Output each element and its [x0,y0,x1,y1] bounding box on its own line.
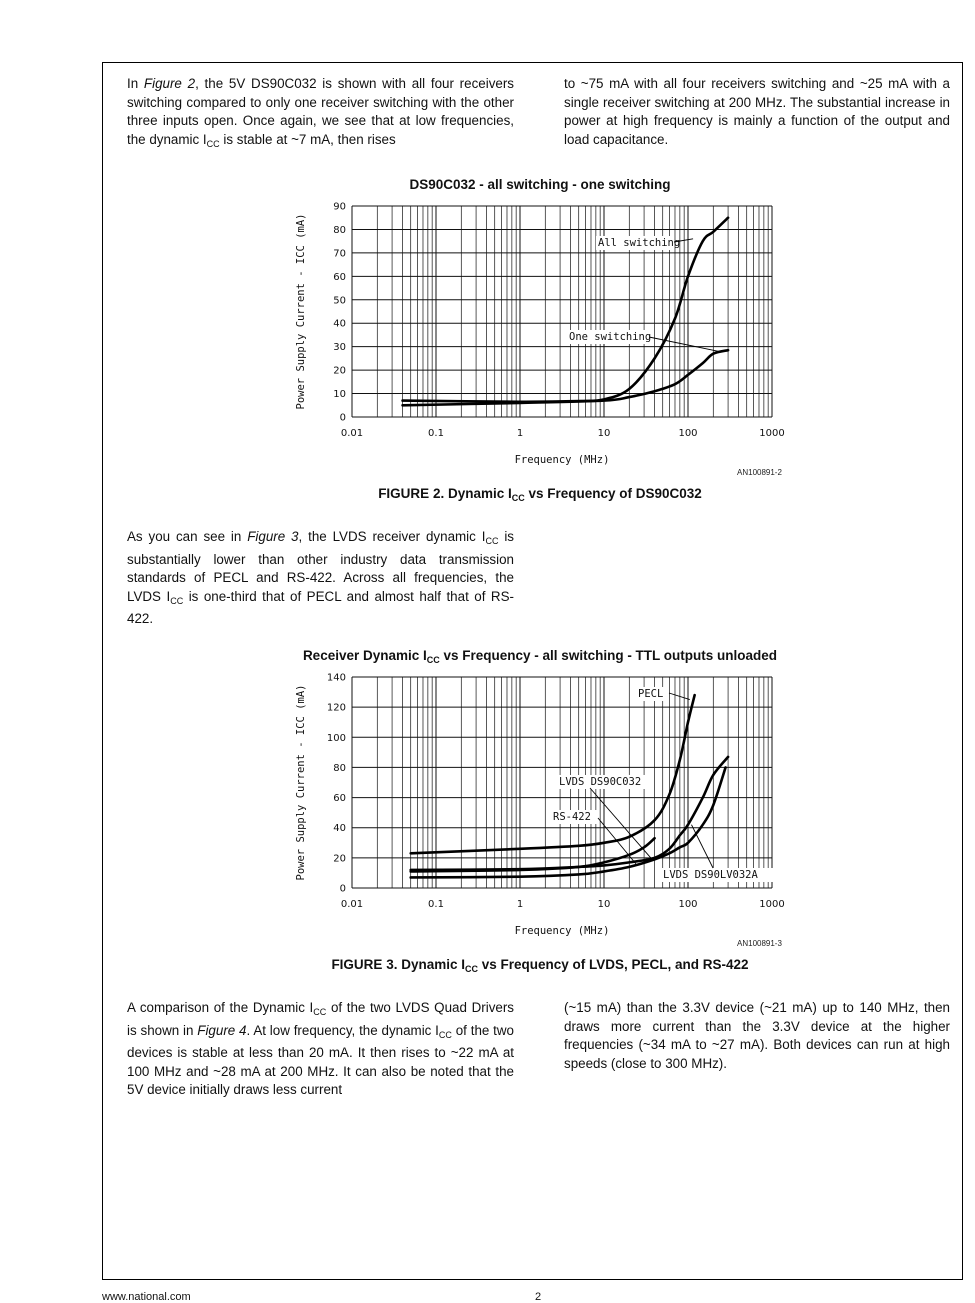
figure2-an-code: AN100891-2 [737,468,782,477]
x-tick-label: 0.1 [428,428,444,439]
y-tick-label: 20 [333,853,346,865]
y-tick-label: 50 [333,295,346,307]
y-tick-label: 10 [333,389,346,401]
y-tick-label: 20 [333,365,346,377]
paragraph-2: As you can see in Figure 3, the LVDS receiver dynamic $I_{CC}$ is substantially lower than other industry data transmission standards of PECL and RS-422. Across all frequencies, the LVDS $I_{CC}$ is one-third that of PECL and almost half that of RS-422. [127,529,515,626]
y-tick-label: 40 [333,823,346,835]
y-tick-label: 60 [333,793,346,805]
footer-page-number: 2 [535,1291,542,1303]
series-line-one-switching [403,350,729,405]
y-tick-label: 0 [339,412,346,424]
figure3-caption: FIGURE 3. Dynamic $I_{CC}$ vs Frequency of LVDS, PECL, and RS-422 [331,957,749,974]
x-tick-label: 100 [678,428,698,439]
figure-ref: Figure 4 [197,1022,247,1038]
callout-label: One switching [569,331,652,343]
paragraph-3-col1: A comparison of the Dynamic $I_{CC}$ of the two LVDS Quad Drivers is shown in Figure 4. At low frequency, the dynamic $I_{CC}$ of the two devices is stable at less than 20 mA. It then rises to ~22 mA at 100 MHz and ~28 mA at 200 MHz. It can also be noted that the 5V device initially draws less current [127,1000,514,1097]
y-tick-label: 80 [333,224,346,236]
figure2-title: DS90C032 - all switching - one switching [409,177,671,192]
callout-label: LVDS DS90LV032A [663,869,758,881]
x-axis-label: Frequency (MHz) [514,925,610,937]
series-line-pecl [411,695,695,853]
figure2-chart [280,196,800,470]
callout-leader [691,825,713,868]
y-tick-label: 120 [326,702,346,714]
figure-ref: Figure 3 [247,529,299,544]
x-tick-label: 1 [516,899,524,910]
callout-label: LVDS DS90C032 [559,776,642,788]
figure3-title: Receiver Dynamic $I_{CC}$ vs Frequency - all switching - TTL outputs unloaded [302,648,778,665]
y-tick-label: 90 [333,201,346,213]
figure2-caption: FIGURE 2. Dynamic $I_{CC}$ vs Frequency of DS90C032 [378,486,702,503]
y-axis-label: Power Supply Current - ICC (mA) [295,213,307,410]
x-tick-label: 10 [597,899,611,910]
y-axis-label: Power Supply Current - ICC (mA) [295,684,307,881]
y-tick-label: 100 [326,732,346,744]
y-tick-label: 140 [326,672,346,684]
x-tick-label: 10 [597,428,611,439]
y-tick-label: 60 [333,271,346,283]
figure3-chart [280,668,800,940]
figure-ref: Figure 2 [143,76,196,91]
callout-label: PECL [638,688,664,700]
callout-leader [669,693,690,700]
y-tick-label: 0 [339,883,346,895]
x-axis-label: Frequency (MHz) [514,454,610,466]
paragraph-1-col1: In Figure 2, the 5V DS90C032 is shown with all four receivers switching compared to only one receiver switching with the other three inputs open. Once again, we see that at low frequencies, the dynamic $I_{CC}$ is stable at ~7 mA, then rises [127,76,514,149]
paragraph-3-col2: (~15 mA) than the 3.3V device (~21 mA) up to 140 MHz, then draws more current than the 3.3V device at the higher frequencies (~34 mA to ~27 mA). Both devices can run at high speeds (close to 300 MHz). [564,1000,950,1071]
x-tick-label: 1000 [759,899,785,910]
paragraph-1-col2: to ~75 mA with all four receivers switching and ~25 mA with a single receiver switching at 200 MHz. The substantial increase in power at high frequency is mainly a function of the output and load capacitance. [564,76,950,147]
callout-label: All switching [598,237,681,249]
x-tick-label: 0.01 [340,899,364,910]
y-tick-label: 40 [333,318,346,330]
footer-url: www.national.com [102,1291,191,1303]
x-tick-label: 100 [678,899,698,910]
series-line-rs-422 [411,838,655,871]
callout-leader [590,788,651,858]
y-tick-label: 70 [333,248,346,260]
x-tick-label: 1000 [759,428,785,439]
y-tick-label: 30 [333,342,346,354]
x-tick-label: 0.1 [428,899,444,910]
x-tick-label: 1 [516,428,524,439]
callout-label: RS-422 [553,811,591,823]
x-tick-label: 0.01 [340,428,364,439]
figure3-an-code: AN100891-3 [737,939,782,948]
y-tick-label: 80 [333,762,346,774]
